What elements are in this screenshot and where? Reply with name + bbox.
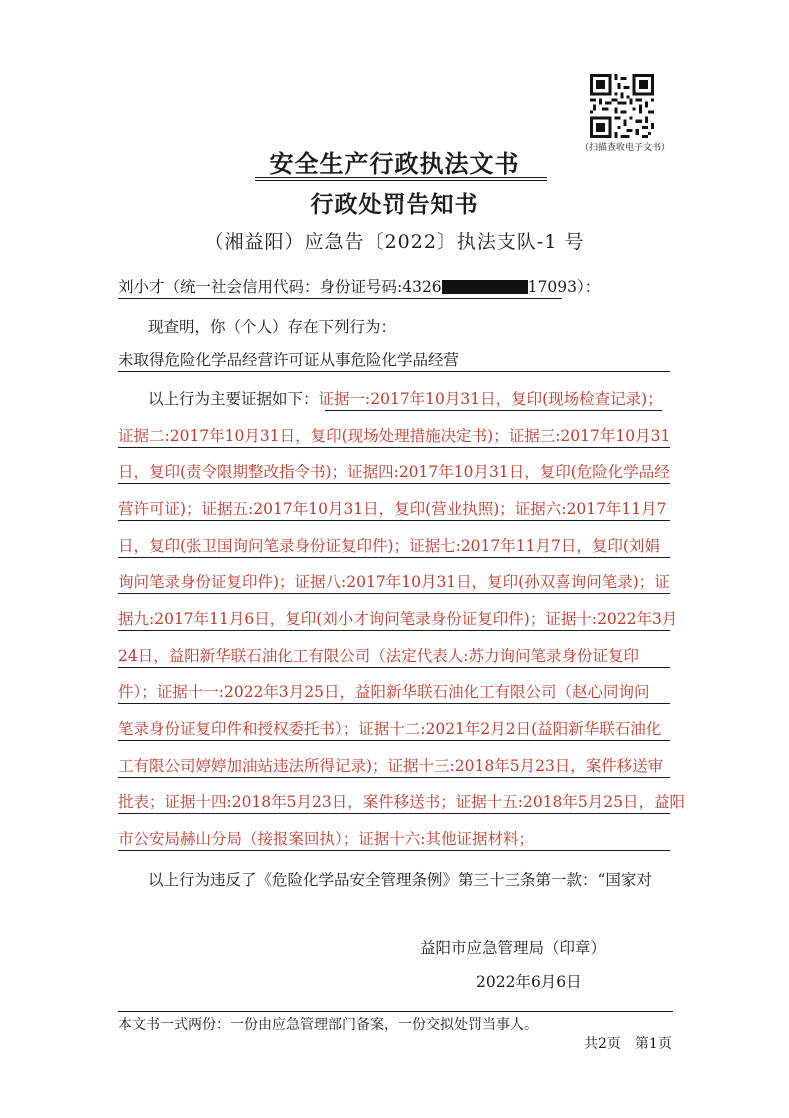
qr-caption: （扫描查收电子文书） xyxy=(579,143,670,153)
evidence-underline xyxy=(118,777,670,778)
document-type-title: 行政处罚告知书 xyxy=(310,191,479,218)
page-indicator: 共2页 第1页 xyxy=(584,1036,672,1052)
evidence-underline xyxy=(118,813,670,814)
behavior-text: 未取得危险化学品经营许可证从事危险化学品经营 xyxy=(118,351,460,369)
evidence-underline xyxy=(118,740,670,741)
qr-code-icon[interactable] xyxy=(590,74,654,138)
evidence-underline xyxy=(118,630,670,631)
document-series-title: 安全生产行政执法文书 xyxy=(269,149,520,178)
addressee-suffix: 17093）： xyxy=(527,278,601,296)
evidence-underline xyxy=(118,520,670,521)
issuing-agency: 益阳市应急管理局（印章） xyxy=(420,939,607,957)
addressee-line xyxy=(118,277,600,297)
evidence-underline xyxy=(118,557,670,558)
evidence-line: 据九:2017年11月6日，复印(刘小才询问笔录身份证复印件)；证据十:2022年3月 xyxy=(118,610,678,628)
evidence-underline xyxy=(118,667,670,668)
evidence-line: 件）；证据十一:2022年3月25日，益阳新华联石油化工有限公司（赵心同询问 xyxy=(118,683,650,701)
evidence-line: 营许可证)；证据五:2017年10月31日，复印(营业执照)；证据六:2017年11月7 xyxy=(118,500,667,518)
evidence-line: 工有限公司婷婷加油站违法所得记录)；证据十三:2018年5月23日，案件移送审 xyxy=(118,757,664,775)
evidence-line xyxy=(148,389,663,409)
title-rule-bottom xyxy=(255,180,547,181)
evidence-line: 询问笔录身份证复印件)；证据八:2017年10月31日，复印(孙双喜询问笔录)；证 xyxy=(118,573,670,591)
evidence-line: 笔录身份证复印件和授权委托书）；证据十二:2021年2月2日(益阳新华联石油化 xyxy=(118,720,662,738)
evidence-line: 市公安局赫山分局（接报案回执）；证据十六:其他证据材料； xyxy=(118,830,534,848)
evidence-line: 24日，益阳新华联石油化工有限公司（法定代表人:苏力询问笔录身份证复印 xyxy=(118,647,639,665)
evidence-underline xyxy=(325,410,662,411)
evidence-line: 证据二:2017年10月31日，复印(现场处理措施决定书)；证据三:2017年10月31 xyxy=(118,427,671,445)
addressee-underline xyxy=(118,298,562,299)
issue-date: 2022年6月6日 xyxy=(476,973,582,991)
evidence-line: 批表；证据十四:2018年5月23日，案件移送书；证据十五:2018年5月25日，益阳 xyxy=(118,793,686,811)
evidence-line: 日，复印(责令限期整改指令书)；证据四:2017年10月31日，复印(危险化学品经 xyxy=(118,463,670,481)
title-rule-top xyxy=(255,177,547,178)
copies-note: 本文书一式两份：一份由应急管理部门备案，一份交拟处罚当事人。 xyxy=(118,1017,538,1033)
redaction-bar xyxy=(442,280,528,294)
violation-text: 以上行为违反了《危险化学品安全管理条例》第三十三条第一款：“国家对 xyxy=(148,871,652,889)
behavior-underline xyxy=(118,371,670,372)
evidence-underline xyxy=(118,483,670,484)
footer-rule xyxy=(118,1011,673,1012)
evidence-underline xyxy=(118,703,670,704)
evidence-underline xyxy=(118,447,670,448)
evidence-line: 日，复印(张卫国询问笔录身份证复印件)；证据七:2017年11月7日，复印(刘娟 xyxy=(118,537,660,555)
evidence-underline xyxy=(118,850,670,851)
document-number: （湘益阳）应急告〔2022〕执法支队-1 号 xyxy=(204,231,585,253)
addressee-prefix: 刘小才（统一社会信用代码：身份证号码:4326 xyxy=(118,278,442,296)
evidence-underline xyxy=(118,593,670,594)
intro-text: 现查明，你（个人）存在下列行为： xyxy=(148,318,397,336)
evidence-lead: 以上行为主要证据如下： xyxy=(148,390,319,408)
evidence-text: 证据一:2017年10月31日，复印(现场检查记录)； xyxy=(318,390,663,408)
